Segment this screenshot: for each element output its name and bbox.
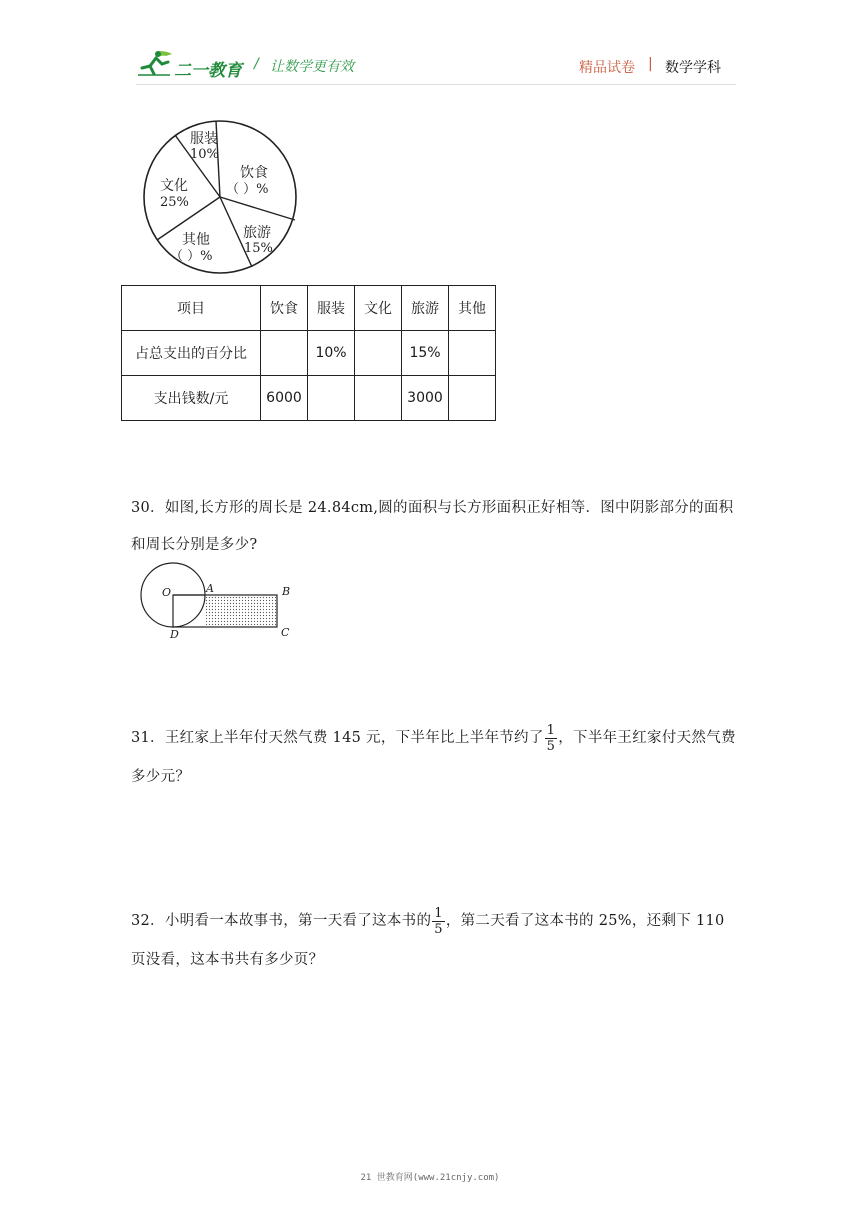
table-cell: 6000 [261,376,308,421]
pie-value-fuzhuang: 10% [190,147,219,162]
question-30 [131,490,751,564]
table-cell [449,376,496,421]
header-right-label: 精品试卷 [579,60,635,76]
question-32-line2: 页没看，这本书共有多少页？ [131,952,324,968]
figure-label-o: O [162,586,172,599]
header-subject: 数学学科 [665,60,721,76]
header-rule [136,84,736,85]
table-cell [308,376,355,421]
fraction-numerator: 1 [546,722,556,738]
table-cell: 10% [308,331,355,376]
fraction-numerator: 1 [434,905,443,921]
header-slogan: 让数学更有效 [270,59,354,75]
square-region [173,595,204,627]
pie-value-lvyou: 15% [244,241,273,256]
table-cell [261,331,308,376]
question-32 [131,903,751,979]
question-31-text-before: 31．王红家上半年付天然气费 145 元，下半年比上半年节约了 [131,730,544,746]
pie-value-wenhua: 25% [160,195,189,210]
question-31-line2: 多少元？ [131,769,191,785]
figure-label-b: B [282,585,291,598]
table-header-cell: 饮食 [261,286,308,331]
table-row [122,376,496,421]
fraction [432,906,445,937]
figure-label-c: C [281,626,290,639]
table-cell [449,331,496,376]
circle-rectangle-figure [130,560,300,642]
pie-label-wenhua: 文化 [160,178,188,194]
pie-label-lvyou: 旅游 [243,225,271,241]
table-cell [355,376,402,421]
question-30-line2: 和周长分别是多少? [131,537,258,553]
fraction-denominator: 5 [434,921,443,937]
question-32-line1 [131,903,751,940]
fraction [545,723,558,754]
question-32-text-before: 32．小明看一本故事书，第一天看了这本书的 [131,913,432,929]
pie-label-yinshi: 饮食 [240,165,268,181]
expense-table [121,285,496,421]
header-divider: | [648,56,653,72]
table-header-cell: 旅游 [402,286,449,331]
table-cell [355,331,402,376]
logo-text: 二一教育 [174,61,242,81]
table-cell: 占总支出的百分比 [122,331,261,376]
header [136,48,736,82]
table-header-cell: 文化 [355,286,402,331]
figure-label-d: D [170,628,179,641]
table-row [122,331,496,376]
pie-divider-yinshi-bottom [220,197,295,220]
fraction-denominator: 5 [546,738,556,754]
table-header-row [122,286,496,331]
question-31-line1 [131,720,751,757]
pie-chart [140,117,310,277]
question-32-text-after: ，第二天看了这本书的 25%，还剩下 110 [445,913,725,929]
table-header-cell: 服装 [308,286,355,331]
footer-text: 21 世教育网(www.21cnjy.com) [360,1173,500,1183]
pie-label-qita: 其他 [182,232,210,248]
table-cell: 15% [402,331,449,376]
question-31 [131,720,751,796]
question-31-text-after: ，下半年王红家付天然气费 [558,730,736,746]
figure-label-a: A [206,582,214,595]
table-header-cell: 其他 [449,286,496,331]
pie-label-fuzhuang: 服装 [190,131,218,147]
pie-value-yinshi: （ ）% [226,182,269,197]
question-30-line1: 30．如图,长方形的周长是 24.84cm,圆的面积与长方形面积正好相等．图中阴影部分的面积 [131,500,734,516]
table-header-cell: 项目 [122,286,261,331]
pie-value-qita: （ ）% [170,249,213,264]
table-cell: 支出钱数/元 [122,376,261,421]
header-separator: / [254,56,259,72]
logo-runner-icon [136,48,174,78]
table-cell: 3000 [402,376,449,421]
